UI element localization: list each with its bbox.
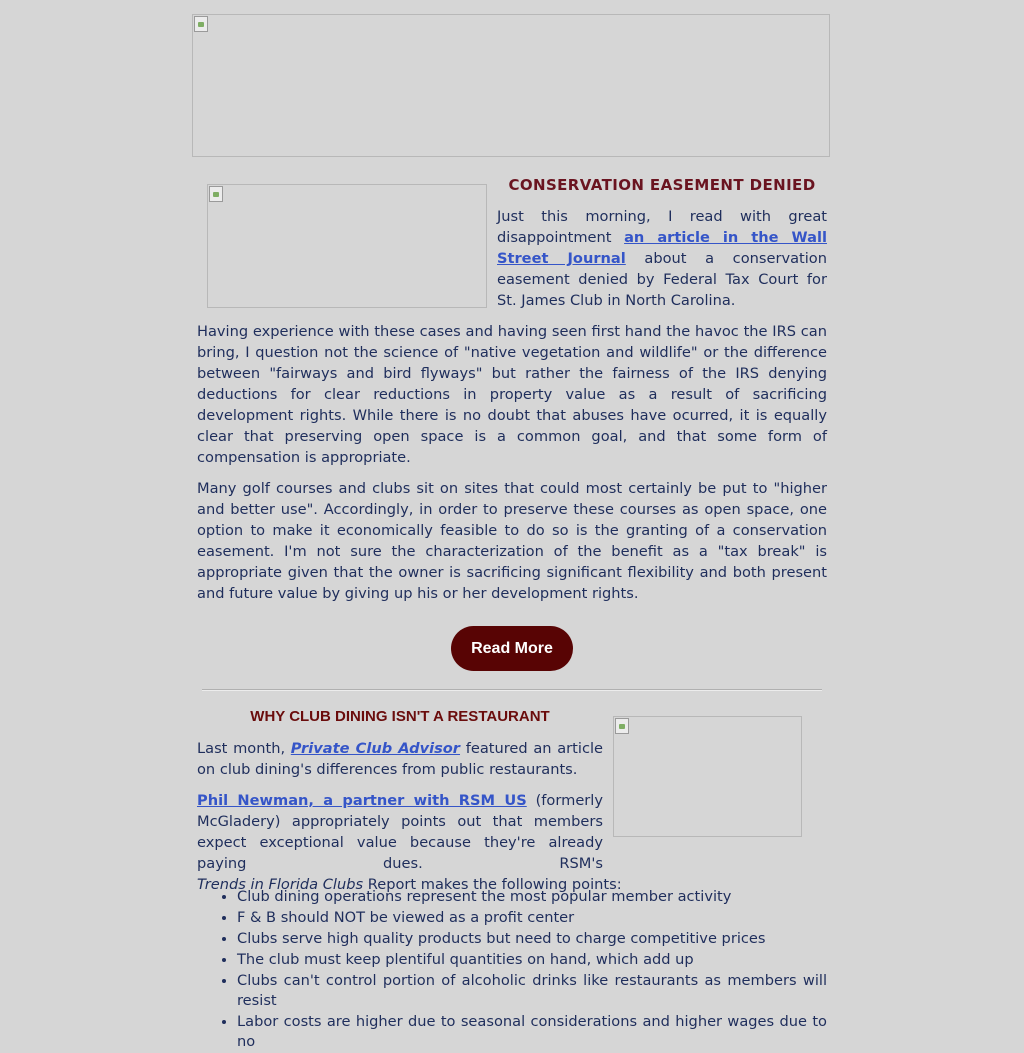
list-item: • The club must keep plentiful quantities on hand, which add up xyxy=(237,950,827,970)
trends-report-title: Trends in Florida Clubs xyxy=(197,876,364,893)
broken-image-icon xyxy=(194,16,208,32)
article2-p1-text: Last month, xyxy=(197,740,291,757)
article1-image xyxy=(207,184,487,308)
broken-image-icon xyxy=(615,718,629,734)
private-club-advisor-link[interactable]: Private Club Advisor xyxy=(290,740,461,757)
article1-paragraph-3: Many golf courses and clubs sit on sites that could most certainly be put to "higher and better use". Accordingly, in order to preserve these courses as open space, one option to make it economically feasible to do so is the granting of a conservation easement. I'm not sure the characterization of the benefit as a "tax break" is appropriate given that the owner is sacrificing significant flexibility and both present and future value by giving up his or her development rights. xyxy=(197,480,827,602)
list-item: • Labor costs are higher due to seasonal considerations and higher wages due to no xyxy=(237,1012,827,1052)
dining-points-list xyxy=(197,887,827,1053)
read-more-button[interactable]: Read More xyxy=(451,626,573,671)
article2-p1-text-end: featured an article on club dining's differences from public restaurants. xyxy=(197,740,604,778)
wsj-article-link[interactable]: an article in the Wall Street Journal xyxy=(497,229,827,267)
article1-intro xyxy=(497,206,827,311)
article1-paragraph-2: Having experience with these cases and having seen first hand the havoc the IRS can bring, I question not the science of "native vegetation and wildlife" or the difference between "fairways and bird flyways" but rather the fairness of the IRS denying deductions for clear reductions in property value as a result of sacrificing development rights. While there is no doubt that abuses have ocurred, it is equally clear that preserving open space is a common goal, and that some form of compensation is appropriate. xyxy=(197,323,827,466)
article2-p2-text: (formerly McGladery) appropriately points out that members expect exceptional value because they're already paying dues. RSM's xyxy=(197,792,603,872)
section-divider xyxy=(202,689,822,691)
article2-paragraph-1 xyxy=(197,738,603,780)
list-item: • F & B should NOT be viewed as a profit center xyxy=(237,908,827,928)
article2-paragraph-2-top xyxy=(197,790,622,895)
header-banner-image xyxy=(192,14,830,157)
list-item: • Clubs can't control portion of alcoholic drinks like restaurants as members will resist xyxy=(237,971,827,1011)
article1-intro-text: Just this morning, I read with great disappointment xyxy=(497,208,827,246)
phil-newman-link[interactable]: Phil Newman, a partner with RSM US xyxy=(197,792,527,809)
article2-p2-text-end: Report makes the following points: xyxy=(363,876,622,893)
list-item: • Club dining operations represent the most popular member activity xyxy=(237,887,827,907)
article2-image xyxy=(613,716,802,837)
article2-title: WHY CLUB DINING ISN'T A RESTAURANT xyxy=(250,708,550,725)
article1-intro-text-end: about a conservation easement denied by Federal Tax Court for St. James Club in North Carolina. xyxy=(497,250,827,309)
broken-image-icon xyxy=(209,186,223,202)
article1-title: CONSERVATION EASEMENT DENIED xyxy=(508,176,816,194)
list-item: • Clubs serve high quality products but need to charge competitive prices xyxy=(237,929,827,949)
